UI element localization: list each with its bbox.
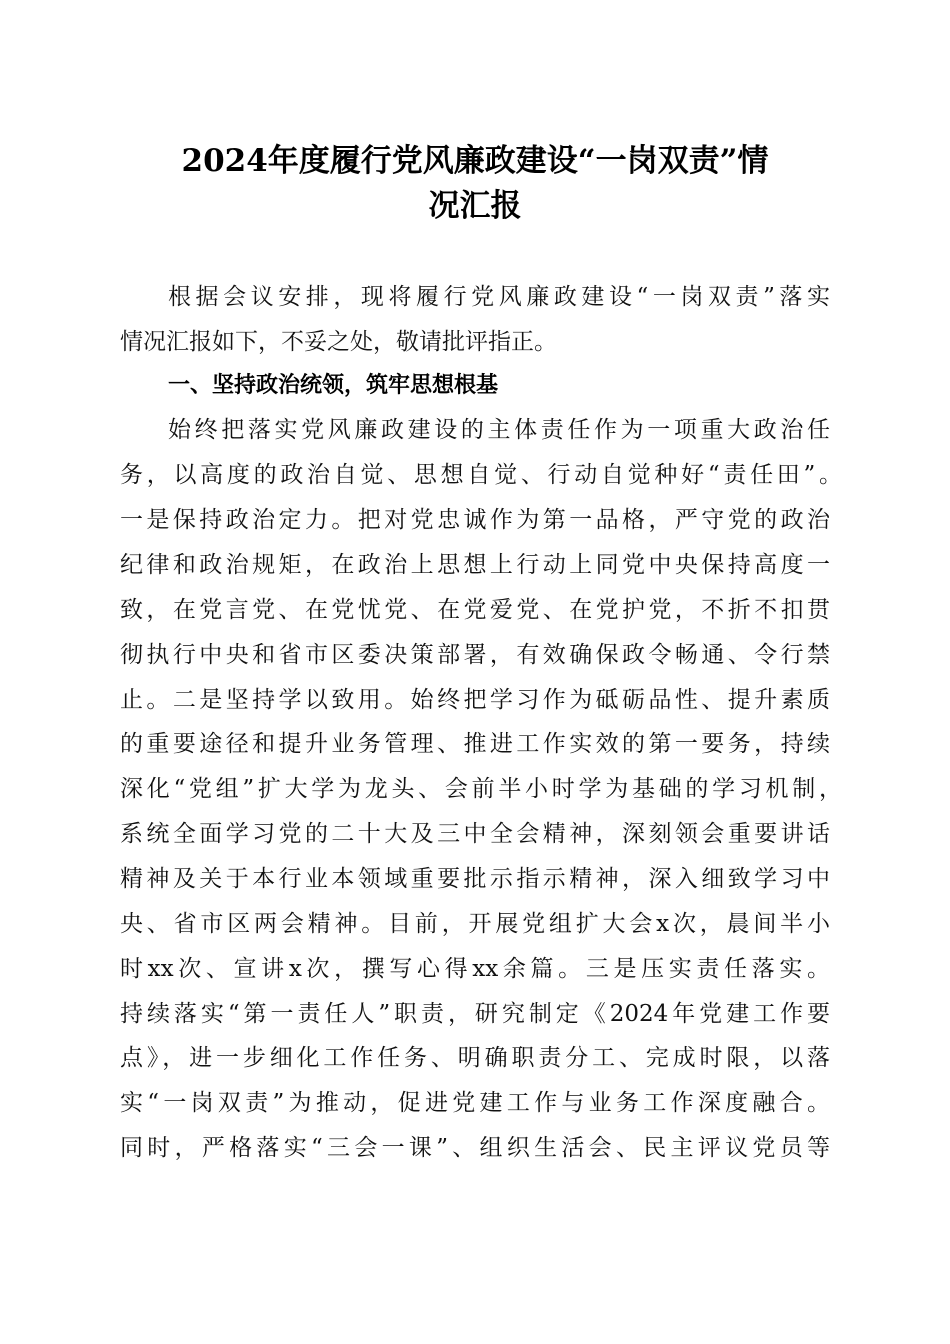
body-line: 的重要途径和提升业务管理、推进工作实效的第一要务，持续 — [120, 731, 830, 757]
body-line: 彻执行中央和省市区委决策部署，有效确保政令畅通、令行禁 — [120, 642, 830, 668]
intro-paragraph-line-1: 根据会议安排，现将履行党风廉政建设“一岗双责”落实 — [168, 284, 830, 310]
body-line: 务，以高度的政治自觉、思想自觉、行动自觉种好“责任田”。 — [120, 462, 842, 488]
body-line: 纪律和政治规矩，在政治上思想上行动上同党中央保持高度一 — [120, 552, 830, 578]
body-line: 一是保持政治定力。把对党忠诚作为第一品格，严守党的政治 — [120, 507, 830, 533]
body-line: 时xx次、宣讲x次，撰写心得xx余篇。三是压实责任落实。 — [120, 956, 830, 982]
body-line: 精神及关于本行业本领域重要批示指示精神，深入细致学习中 — [120, 866, 830, 892]
document-title-line-1: 2024年度履行党风廉政建设“一岗双责”情 — [181, 143, 769, 179]
body-line: 央、省市区两会精神。目前，开展党组扩大会x次，晨间半小 — [120, 911, 830, 937]
body-line: 致，在党言党、在党忧党、在党爱党、在党护党，不折不扣贯 — [120, 597, 830, 623]
document-title-line-2: 况汇报 — [428, 188, 522, 224]
body-line: 实“一岗双责”为推动，促进党建工作与业务工作深度融合。 — [120, 1090, 830, 1116]
body-line: 点》，进一步细化工作任务、明确职责分工、完成时限，以落 — [120, 1045, 830, 1071]
section-1-heading: 一、坚持政治统领，筑牢思想根基 — [168, 373, 499, 398]
body-line: 止。二是坚持学以致用。始终把学习作为砥砺品性、提升素质 — [120, 687, 830, 713]
intro-paragraph-line-2: 情况汇报如下，不妥之处，敬请批评指正。 — [120, 329, 557, 355]
body-line: 深化“党组”扩大学为龙头、会前半小时学为基础的学习机制， — [120, 776, 842, 802]
body-line: 始终把落实党风廉政建设的主体责任作为一项重大政治任 — [168, 417, 830, 443]
body-line: 系统全面学习党的二十大及三中全会精神，深刻领会重要讲话 — [120, 821, 830, 847]
body-line: 持续落实“第一责任人”职责，研究制定《2024年党建工作要 — [120, 1001, 830, 1027]
body-line: 同时，严格落实“三会一课”、组织生活会、民主评议党员等 — [120, 1135, 830, 1161]
